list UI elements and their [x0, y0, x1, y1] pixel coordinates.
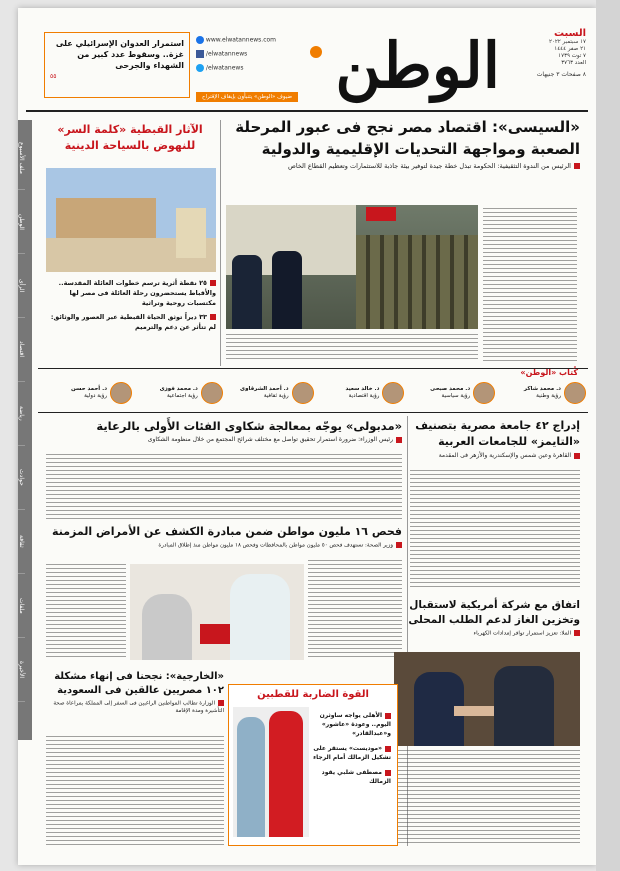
antiquities-bullets — [46, 278, 216, 332]
writers-rule — [38, 368, 588, 369]
writers-rule — [38, 412, 588, 413]
honor-guard — [356, 235, 478, 329]
writer-avatar — [564, 382, 586, 404]
sidebar-tab[interactable]: ملف الأسبوع — [18, 126, 25, 190]
writer-title: رؤية اقتصادية — [348, 393, 380, 399]
gas-subhead: الملا: تعزيز استمرار توافر إمدادات الكهرباء — [408, 630, 580, 637]
main-subhead: الرئيس من الندوة التثقيفية: الحكومة تبذل خطة جيدة لتوفير بيئة جاذبة للاستثمارات وتعظيم القطاع الخاص — [230, 162, 580, 170]
logo-text: الوطن — [335, 29, 500, 102]
gas-story — [408, 598, 580, 637]
gas-headline[interactable]: اتفاق مع شركة أمريكية لاستقبال وتخزين الغاز لدعم الطلب المحلى — [408, 599, 580, 626]
facebook-icon — [196, 50, 204, 58]
madbouly-body-text — [46, 454, 402, 520]
antiquities-photo — [46, 168, 216, 272]
antiquities-headline[interactable]: الآثار القبطية «كلمة السر» للنهوض بالسياحة الدينية — [57, 123, 203, 152]
sport-headline[interactable]: القوة الضاربة للقطبين — [257, 689, 369, 700]
section-sidebar — [18, 120, 32, 740]
ribbon: ضيوف «الوطن» يتنبأون بإيقاف الإقتراح — [196, 92, 298, 102]
writer-title: رؤية ثقافية — [263, 393, 289, 399]
sport-bullet: مصطفى شلبي يقود الزمالك — [321, 769, 391, 785]
gas-photo — [394, 652, 580, 746]
date-lines — [526, 39, 586, 67]
universities-headline[interactable]: إدراج ٤٢ جامعة مصرية بتصنيف «التايمز» للجامعات العربية — [415, 419, 580, 448]
universities-story — [408, 418, 580, 459]
foreign-body-text — [46, 736, 224, 846]
date-line: ٧ توت ١٧٣٩ — [558, 53, 586, 59]
writer-name: د. محمد صبحى — [430, 386, 471, 392]
writer-avatar — [473, 382, 495, 404]
person-figure — [232, 255, 262, 329]
foreign-headline[interactable]: «الخارجية»: نجحنا فى إنهاء مشكلة ١٠٢ مصريين عالقين فى السعودية — [54, 671, 224, 696]
teaser-box[interactable] — [44, 32, 190, 98]
date-line: ٢١ صفر ١٤٤٤ — [554, 46, 586, 52]
newspaper-page — [18, 8, 596, 865]
writer-name: د. محمد شاكر — [523, 386, 561, 392]
writer-card[interactable] — [409, 378, 495, 408]
sidebar-tab[interactable]: ملفات — [18, 574, 25, 638]
writer-card[interactable] — [228, 378, 314, 408]
sport-bullet: الأهلى يواجه ساوثرن اليوم.. وعودة «عاشور» و«عبدالقادر» — [319, 712, 391, 737]
logo — [300, 26, 500, 106]
madbouly-headline[interactable]: «مدبولى» يوجّه بمعالجة شكاوى الفئات الأَولى بالرعاية — [96, 419, 402, 433]
writer-avatar — [382, 382, 404, 404]
health-side-text — [46, 564, 126, 660]
main-headline[interactable]: «السيسى»: اقتصاد مصر نجح فى عبور المرحلة الصعبة ومواجهة التحديات الإقليمية والدولية — [235, 118, 580, 158]
logo-dot — [310, 46, 322, 58]
teaser-page: ٥٥ — [50, 73, 57, 80]
health-subhead: وزير الصحة: تستهدف فحص ٥٠ مليون مواطن بالمحافظات وفحص ١٨ مليون مواطن منذ إطلاق المبادرة — [44, 542, 402, 549]
antiquities-bullet: ٢٥ نقطة أثرية ترسم خطوات العائلة المقدسة.. والأقباط يستحضرون رحلة العائلة فى مصر لها مكتسبات روحية وتراثية — [58, 279, 216, 307]
writer-title: رؤية سياسية — [441, 393, 471, 399]
date-block — [526, 28, 586, 78]
writer-title: رؤية دولية — [84, 393, 108, 399]
writer-title: رؤية وطنية — [536, 393, 561, 399]
writer-card[interactable] — [137, 378, 223, 408]
writer-card[interactable] — [318, 378, 404, 408]
writer-avatar — [292, 382, 314, 404]
main-story — [230, 116, 580, 170]
twitter-link[interactable]: /elwatanews — [196, 64, 296, 72]
sidebar-tab[interactable]: الوطن — [18, 190, 25, 254]
main-caption-text — [226, 334, 478, 360]
writer-name: د. محمد فوزى — [159, 386, 198, 392]
writer-avatar — [110, 382, 132, 404]
sidebar-tab[interactable]: الأخيرة — [18, 638, 25, 702]
antiquities-bullet: ٣٣ ديراً توثق الحياة القبطية عبر العصور والوثائق: لم تتأثر عن دعم والترميم — [50, 313, 216, 331]
gas-body-text — [394, 750, 580, 846]
writer-card[interactable] — [500, 378, 586, 408]
health-story — [44, 524, 402, 549]
universities-body-text — [410, 470, 580, 588]
day-label: السبت — [553, 28, 586, 39]
main-photo — [226, 205, 478, 329]
health-photo — [130, 564, 304, 660]
date-line: العدد ٣٧٦٣ — [561, 60, 586, 66]
scrollbar[interactable] — [596, 0, 620, 871]
masthead-rule — [26, 110, 588, 112]
foreign-story — [44, 670, 224, 715]
sport-box — [228, 684, 398, 846]
writer-avatar — [201, 382, 223, 404]
date-line: ١٧ سبتمبر ٢٠٢٢ — [548, 39, 586, 45]
health-body-text — [308, 560, 402, 660]
facebook-link[interactable]: /elwatannews — [196, 50, 296, 58]
antiquities-story — [44, 122, 216, 154]
twitter-icon — [196, 64, 204, 72]
writer-card[interactable] — [46, 378, 132, 408]
person-figure — [272, 251, 302, 329]
madbouly-subhead: رئيس الوزراء: ضرورة استمرار تحقيق تواصل مع مختلف شرائح المجتمع من خلال منظومة الشكاوى — [44, 436, 402, 443]
teaser-text: استمرار العدوان الإسرائيلي على غزة.. وسقوط عدد كبير من الشهداء والجرحى — [55, 39, 184, 70]
sport-bullet: «موديست» يستقر على تشكيل الزمالك أمام الرجاء — [313, 745, 391, 761]
issue-label: ٨ صفحات ٣ جنيهات — [536, 71, 586, 78]
social-links — [196, 36, 296, 72]
sidebar-tab[interactable]: اقتصاد — [18, 318, 25, 382]
sport-photo — [233, 707, 309, 837]
masthead — [18, 8, 596, 108]
madbouly-story — [44, 418, 402, 443]
globe-icon — [196, 36, 204, 44]
writers-label: كُتاب «الوطن» — [520, 368, 578, 377]
flag — [366, 207, 396, 221]
writer-name: د. أحمد الشرقاوى — [240, 386, 289, 392]
writer-title: رؤية اجتماعية — [166, 393, 198, 399]
sidebar-tab[interactable]: حوادث — [18, 446, 25, 510]
writer-name: د. خالد سعيد — [345, 386, 380, 392]
health-headline[interactable]: فحص ١٦ مليون مواطن ضمن مبادرة الكشف عن الأمراض المزمنة — [52, 525, 402, 538]
sidebar-tab[interactable]: رياضة — [18, 382, 25, 446]
sidebar-tab[interactable]: الرأى — [18, 254, 25, 318]
writers-strip — [46, 378, 586, 408]
column-divider — [220, 120, 221, 366]
universities-subhead: القاهرة وعين شمس والإسكندرية والأزهر فى المقدمة — [408, 452, 580, 459]
sport-bullets — [311, 711, 391, 786]
writer-name: د. أحمد حسن — [71, 386, 108, 392]
main-body-text — [483, 208, 577, 362]
sidebar-tab[interactable]: ثقافة — [18, 510, 25, 574]
website-link[interactable]: www.elwatannews.com — [196, 36, 296, 44]
foreign-subhead: الوزارة تطالب المواطنين الراغبين فى السفر إلى المملكة بمراعاة صحة التأشيرة ومدة الإقامة — [53, 700, 224, 714]
